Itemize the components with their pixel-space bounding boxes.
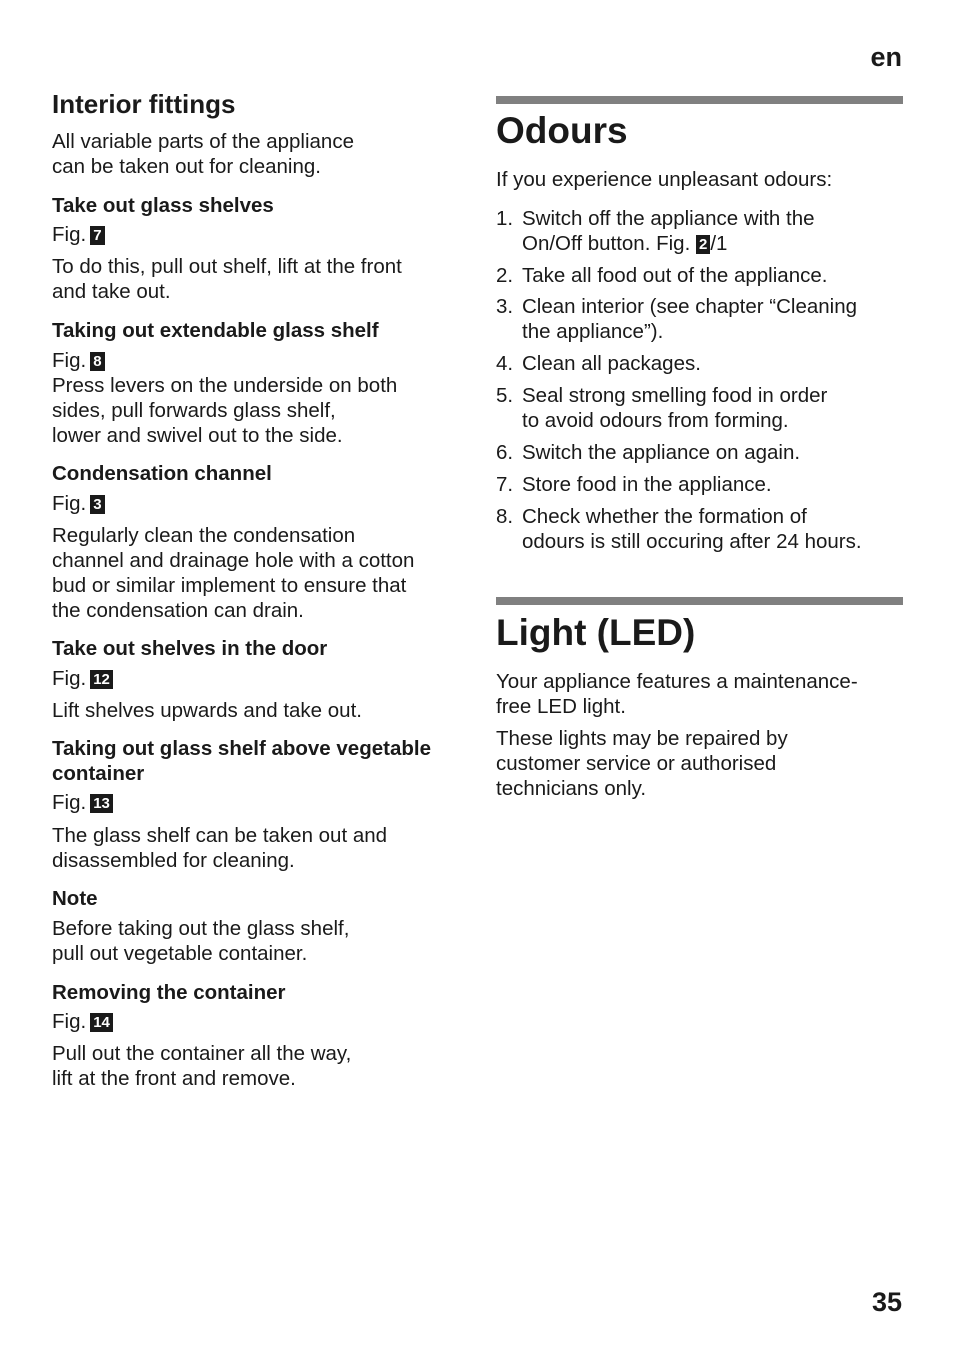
- fig-reference: [52, 790, 113, 815]
- list-line: Switch off the appliance with the: [522, 207, 815, 230]
- page-number: 35: [871, 1287, 902, 1317]
- list-text: [496, 472, 906, 497]
- list-line: to avoid odours from forming.: [522, 409, 789, 432]
- body-line: Regularly clean the condensation: [52, 524, 356, 547]
- list-number: 1.: [496, 207, 514, 230]
- section-body: [52, 373, 397, 448]
- list-line: the appliance”).: [522, 320, 664, 343]
- heading-line: container: [52, 762, 145, 785]
- fig-label: Fig.: [52, 492, 87, 515]
- fig-label: Fig.: [52, 791, 87, 814]
- body-line: pull out vegetable container.: [52, 942, 308, 965]
- list-number: 5.: [496, 384, 514, 407]
- heading-line: Taking out glass shelf above vegetable: [52, 737, 431, 760]
- fig-reference: [52, 1009, 113, 1034]
- list-text: [496, 294, 906, 344]
- section-heading: Take out glass shelves: [52, 194, 274, 217]
- list-text: [496, 440, 906, 465]
- body-line: lower and swivel out to the side.: [52, 424, 343, 447]
- section-divider: [496, 96, 903, 104]
- list-item: [496, 472, 906, 497]
- list-item: [496, 263, 906, 288]
- odours-intro: If you experience unpleasant odours:: [496, 168, 833, 191]
- list-number: 6.: [496, 441, 514, 464]
- body-line: disassembled for cleaning.: [52, 849, 295, 872]
- fig-number-badge: 2: [696, 235, 710, 254]
- body-line: The glass shelf can be taken out and: [52, 824, 388, 847]
- section-heading: Take out shelves in the door: [52, 637, 328, 660]
- body-line: To do this, pull out shelf, lift at the front: [52, 255, 402, 278]
- section-body: [52, 698, 362, 723]
- list-line: Switch the appliance on again.: [522, 441, 801, 464]
- list-item: [496, 206, 906, 256]
- body-line: technicians only.: [496, 777, 647, 800]
- note-body: [52, 916, 349, 966]
- fig-number-badge: 3: [90, 495, 104, 514]
- fig-reference: [52, 222, 105, 247]
- odours-title: Odours: [496, 110, 628, 151]
- fig-number-badge: 7: [90, 226, 104, 245]
- section-body: [52, 523, 414, 623]
- interior-fittings-title: Interior fittings: [52, 89, 236, 119]
- body-line: These lights may be repaired by: [496, 727, 788, 750]
- fig-reference: [52, 666, 113, 691]
- list-line: Take all food out of the appliance.: [522, 264, 828, 287]
- fig-label: Fig.: [52, 1010, 87, 1033]
- section-heading: [52, 736, 431, 786]
- body-line: Press levers on the underside on both: [52, 374, 398, 397]
- list-number: 8.: [496, 505, 514, 528]
- list-number: 4.: [496, 352, 514, 375]
- list-text: [496, 206, 906, 256]
- list-number: 2.: [496, 264, 514, 287]
- list-number: 7.: [496, 473, 514, 496]
- list-number: 3.: [496, 295, 514, 318]
- list-line: Clean interior (see chapter “Cleaning: [522, 295, 858, 318]
- fig-number-badge: 12: [90, 670, 113, 689]
- section-body: [52, 254, 402, 304]
- list-line: Clean all packages.: [522, 352, 701, 375]
- section-body: [52, 1041, 351, 1091]
- section-heading: Removing the container: [52, 981, 286, 1004]
- list-text: [496, 504, 906, 554]
- list-text: [496, 263, 906, 288]
- body-line: free LED light.: [496, 695, 626, 718]
- section-heading: Condensation channel: [52, 462, 272, 485]
- fig-suffix: /1: [710, 232, 728, 255]
- body-line: Your appliance features a maintenance-: [496, 670, 858, 693]
- list-line: odours is still occuring after 24 hours.: [522, 530, 862, 553]
- body-line: and take out.: [52, 280, 171, 303]
- body-line: bud or similar implement to ensure that: [52, 574, 407, 597]
- body-line: the condensation can drain.: [52, 599, 304, 622]
- body-line: sides, pull forwards glass shelf,: [52, 399, 336, 422]
- fig-label: Fig.: [52, 223, 87, 246]
- list-text: [496, 383, 906, 433]
- section-body: [52, 823, 387, 873]
- list-line: Seal strong smelling food in order: [522, 384, 828, 407]
- list-item: [496, 294, 906, 344]
- body-line: Lift shelves upwards and take out.: [52, 699, 362, 722]
- list-line: On/Off button. Fig.: [522, 232, 696, 255]
- light-title: Light (LED): [496, 612, 696, 653]
- fig-number-badge: 8: [90, 352, 104, 371]
- intro-line: can be taken out for cleaning.: [52, 155, 321, 178]
- body-line: Pull out the container all the way,: [52, 1042, 352, 1065]
- list-text: [496, 351, 906, 376]
- body-line: Before taking out the glass shelf,: [52, 917, 350, 940]
- light-paragraph: [496, 726, 788, 801]
- note-heading: Note: [52, 887, 98, 910]
- list-item: [496, 351, 906, 376]
- body-line: customer service or authorised: [496, 752, 777, 775]
- section-heading: Taking out extendable glass shelf: [52, 319, 379, 342]
- list-line: Check whether the formation of: [522, 505, 807, 528]
- list-item: [496, 440, 906, 465]
- interior-fittings-intro: [52, 129, 354, 179]
- fig-reference: [52, 348, 105, 373]
- fig-label: Fig.: [52, 667, 87, 690]
- body-line: channel and drainage hole with a cotton: [52, 549, 415, 572]
- language-label: en: [870, 42, 902, 72]
- list-item: [496, 504, 906, 554]
- intro-line: All variable parts of the appliance: [52, 130, 354, 153]
- section-divider: [496, 597, 903, 605]
- light-paragraph: [496, 669, 858, 719]
- list-item: [496, 383, 906, 433]
- fig-number-badge: 13: [90, 794, 113, 813]
- body-line: lift at the front and remove.: [52, 1067, 296, 1090]
- fig-reference: [52, 491, 105, 516]
- fig-label: Fig.: [52, 349, 87, 372]
- list-line: Store food in the appliance.: [522, 473, 772, 496]
- fig-number-badge: 14: [90, 1013, 113, 1032]
